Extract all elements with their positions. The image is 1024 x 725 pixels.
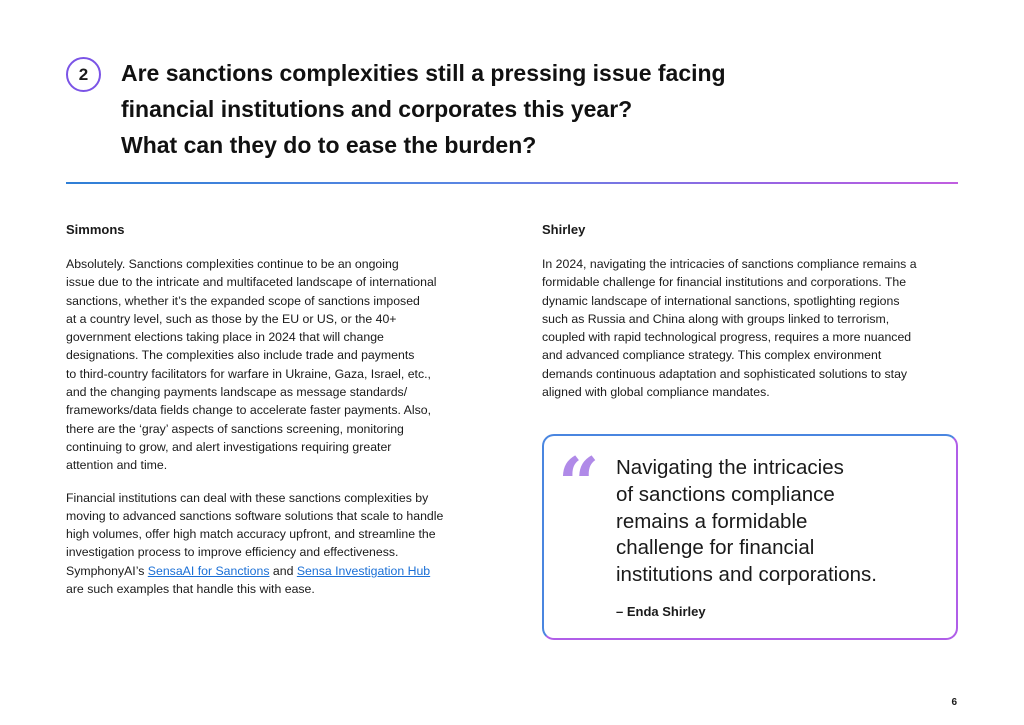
- text-line: designations. The complexities also include trade and payments: [66, 348, 415, 363]
- text-line: high volumes, offer high match accuracy upfront, and streamline the: [66, 527, 436, 542]
- sensa-investigation-hub-link[interactable]: Sensa Investigation Hub: [296, 563, 431, 578]
- text-line: moving to advanced sanctions software solutions that scale to handle: [66, 508, 444, 523]
- text-line: continuing to grow, and alert investigations requiring greater: [66, 439, 392, 454]
- text-line: such as Russia and China along with groups linked to terrorism,: [542, 311, 890, 326]
- text-line: demands continuous adaptation and sophisticated solutions to stay: [542, 366, 908, 381]
- text-fragment: SymphonyAI’s: [66, 563, 148, 578]
- text-line: and advanced compliance strategy. This complex environment: [542, 348, 882, 363]
- title-line: financial institutions and corporates this year?: [121, 96, 633, 122]
- page-title: [121, 55, 821, 163]
- quotation-mark-icon: “: [558, 441, 600, 526]
- text-line: frameworks/data fields change to accelerate faster payments. Also,: [66, 403, 431, 418]
- text-line: dynamic landscape of international sanctions, spotlighting regions: [542, 293, 900, 308]
- speaker-name-shirley: Shirley: [542, 222, 586, 237]
- text-line: are such examples that handle this with ease.: [66, 582, 315, 597]
- text-line: In 2024, navigating the intricacies of sanctions compliance remains a: [542, 257, 917, 271]
- text-line: issue due to the intricate and multifaceted landscape of international: [66, 275, 437, 290]
- text-line: at a country level, such as those by the EU or US, or the 40+: [66, 311, 397, 326]
- pull-quote-text: [616, 455, 946, 589]
- quote-line: remains a formidable: [616, 509, 808, 533]
- section-number-badge: [66, 57, 101, 92]
- text-line: Absolutely. Sanctions complexities continue to be an ongoing: [66, 257, 399, 271]
- speaker-name-simmons: Simmons: [66, 222, 125, 237]
- text-line: attention and time.: [66, 458, 168, 473]
- text-line: sanctions, whether it’s the expanded scope of sanctions imposed: [66, 293, 420, 308]
- text-line: there are the ‘gray’ aspects of sanctions screening, monitoring: [66, 421, 404, 436]
- text-line: and the changing payments landscape as message standards/: [66, 385, 408, 400]
- text-fragment: and: [269, 563, 297, 578]
- shirley-paragraph: [542, 255, 957, 401]
- page-number: 6: [951, 697, 957, 708]
- quote-line: institutions and corporations.: [616, 563, 877, 587]
- simmons-paragraph-2: [66, 489, 486, 599]
- quote-line: challenge for financial: [616, 536, 815, 560]
- title-line: Are sanctions complexities still a pressing issue facing: [121, 60, 726, 86]
- quote-line: of sanctions compliance: [616, 482, 835, 506]
- quote-line: Navigating the intricacies: [616, 456, 844, 479]
- quote-author: – Enda Shirley: [616, 604, 706, 619]
- simmons-column: [66, 221, 486, 612]
- section-number: 2: [78, 64, 89, 84]
- text-line: Financial institutions can deal with these sanctions complexities by: [66, 490, 429, 505]
- text-line: formidable challenge for financial institutions and corporations. The: [542, 275, 907, 290]
- sensaai-sanctions-link[interactable]: SensaAI for Sanctions: [147, 563, 270, 578]
- title-line: What can they do to ease the burden?: [121, 132, 537, 158]
- text-line: coupled with rapid technological progress, requires a more nuanced: [542, 330, 912, 345]
- shirley-column: [542, 221, 957, 415]
- simmons-paragraph-1: [66, 255, 486, 475]
- text-line: investigation process to improve efficiency and effectiveness.: [66, 545, 399, 560]
- text-line-with-links: [66, 562, 486, 580]
- gradient-divider: [66, 182, 958, 184]
- text-line: to third-country facilitators for warfare in Ukraine, Gaza, Israel, etc.,: [66, 366, 431, 381]
- text-line: aligned with global compliance mandates.: [542, 385, 770, 400]
- text-line: government elections taking place in 2024 that will change: [66, 330, 384, 345]
